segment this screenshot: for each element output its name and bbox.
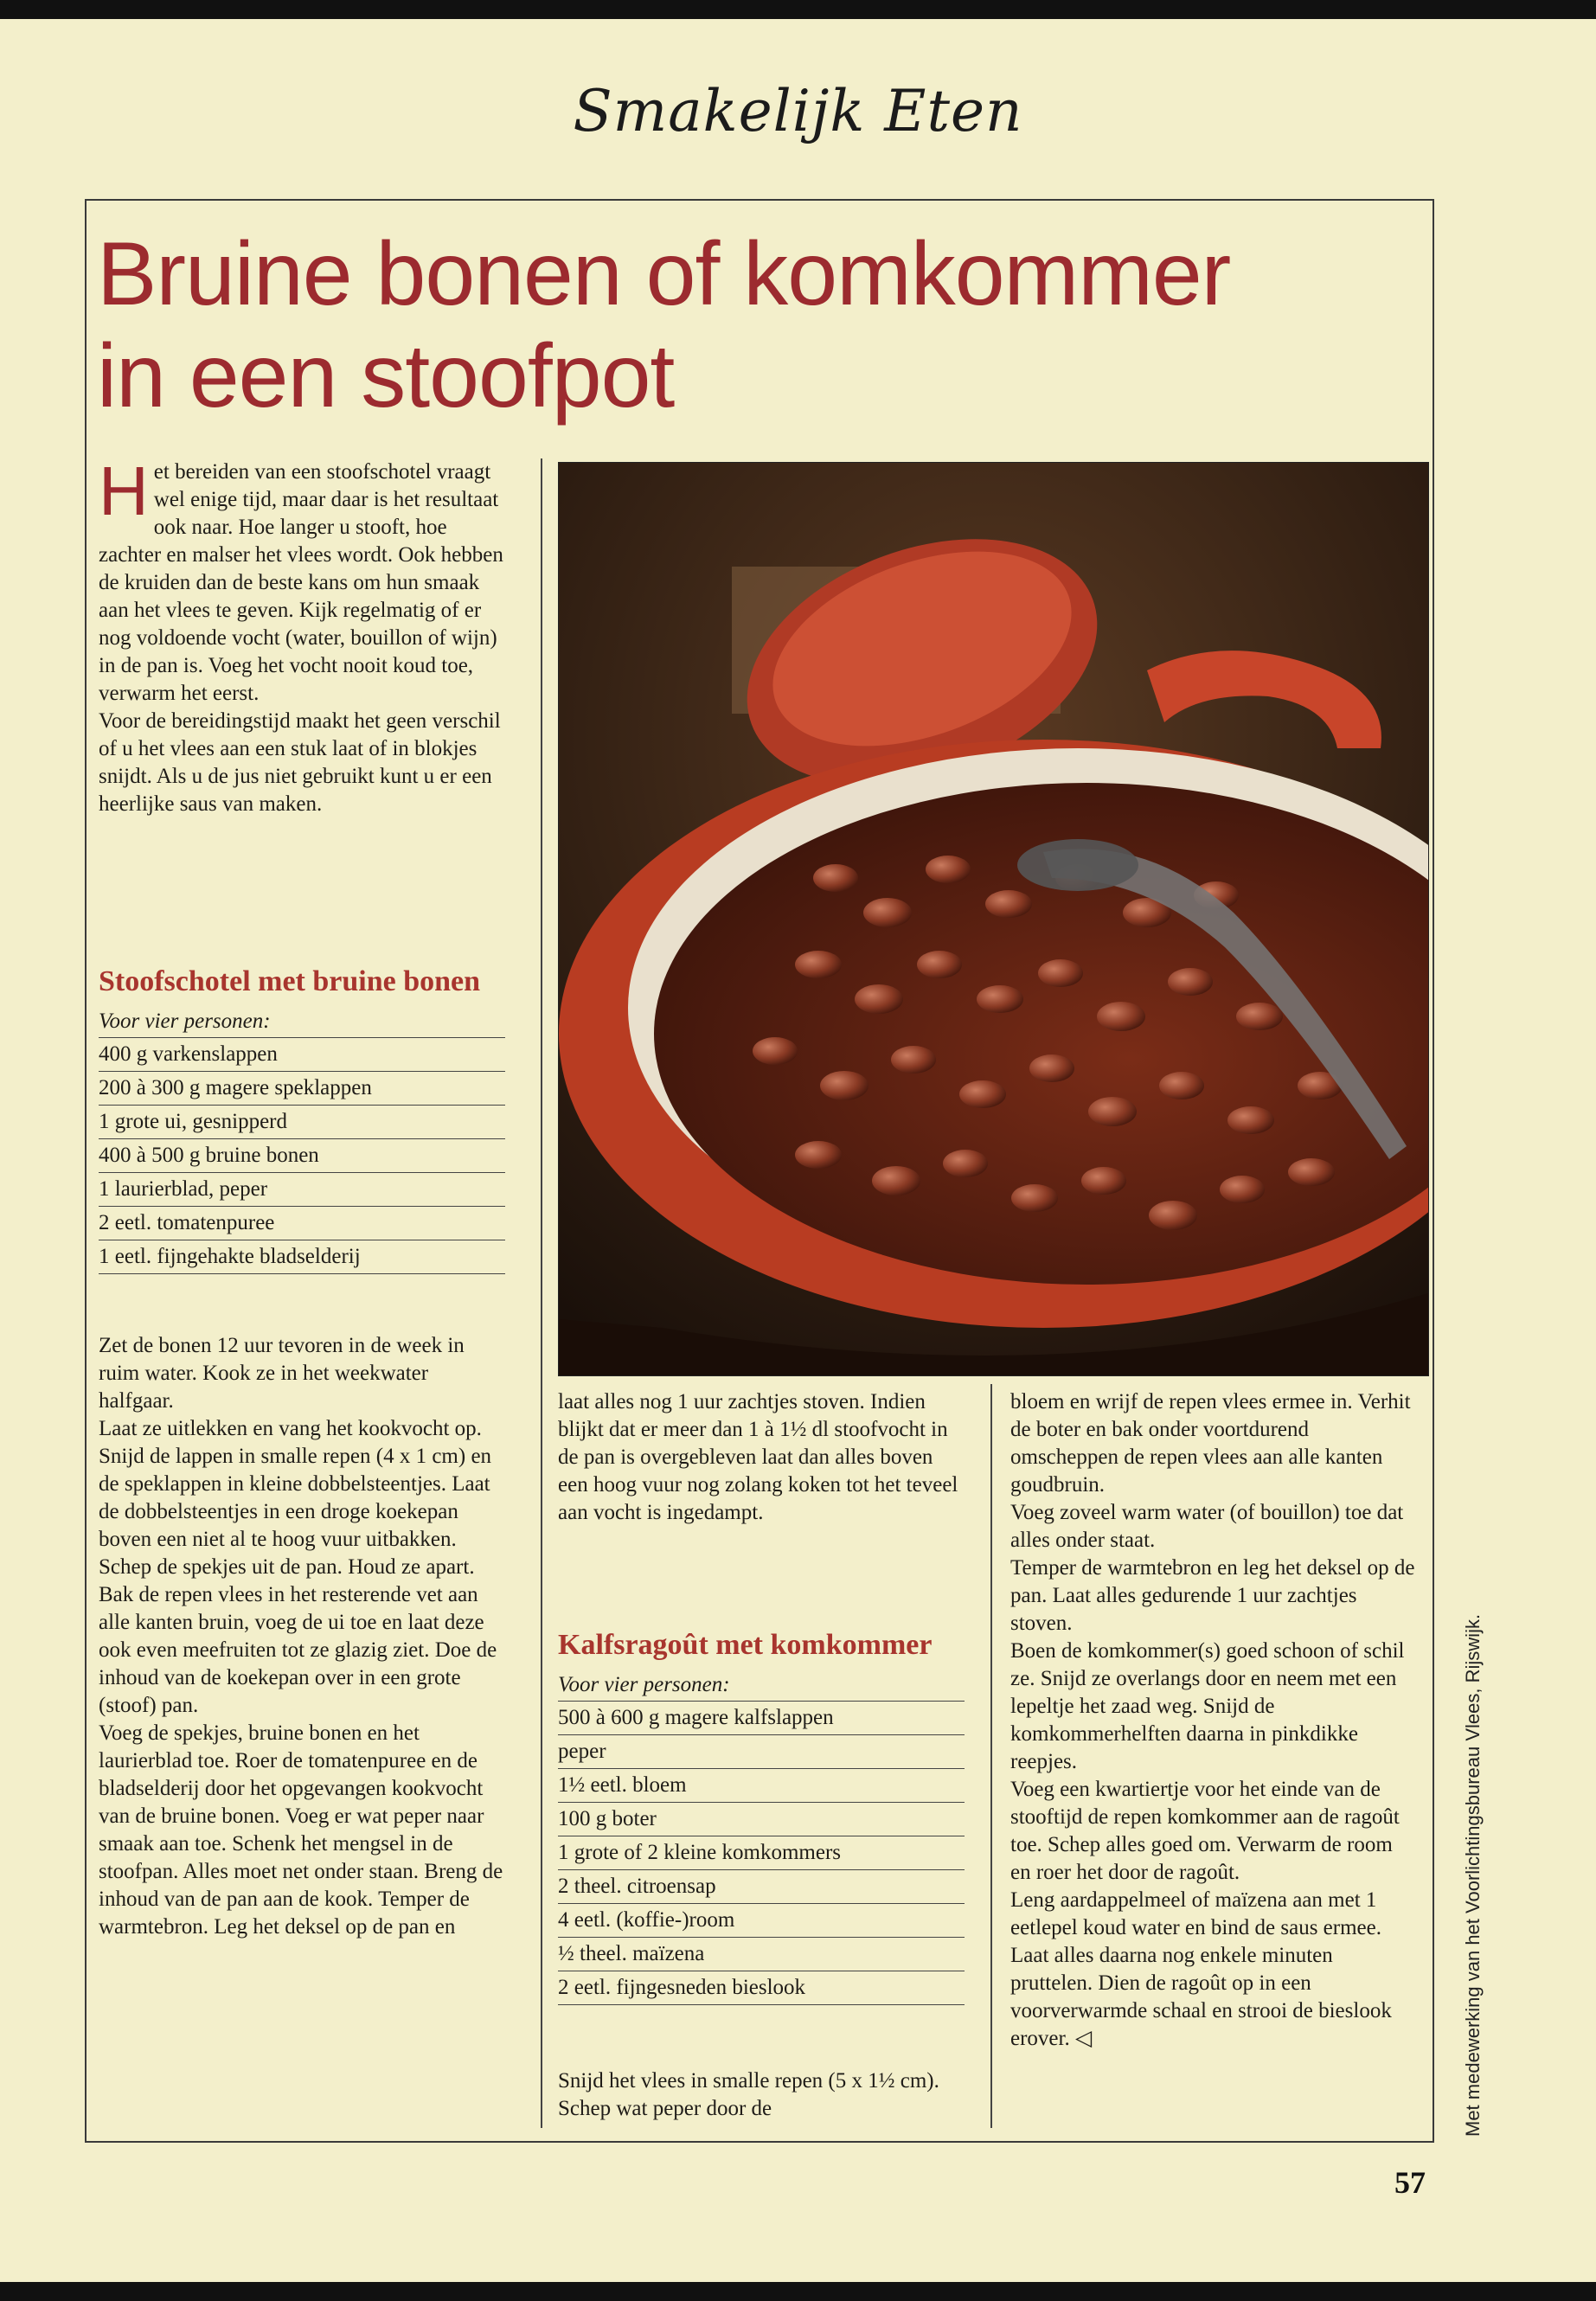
ingredient-item: peper [558, 1735, 965, 1769]
ingredient-item: 2 eetl. tomatenpuree [99, 1207, 505, 1240]
photo-credit: Met medewerking van het Voorlichtingsbureau Vlees, Rijswijk. [1462, 1613, 1484, 2137]
recipe-2-method [1010, 1388, 1417, 2053]
intro-paragraph-2: Voor de bereidingstijd maakt het geen verschil of u het vlees aan een stuk laat of in blokjes snijdt. Als u de jus niet gebruikt kunt u er een heerlijke saus van maken. [99, 709, 501, 816]
method-paragraph: laat alles nog 1 uur zachtjes stoven. Indien blijkt dat er meer dan 1 à 1½ dl stoofvocht in de pan is overgebleven laat dan alles boven een hoog vuur nog zolang koken tot het teveel aan vocht is ingedampt. [558, 1390, 958, 1524]
page-number: 57 [1394, 2165, 1426, 2200]
title-line-2: in een stoofpot [97, 326, 675, 426]
recipe-1-method [99, 1332, 505, 1941]
recipe-2-ingredients-block [558, 1628, 965, 2005]
recipe-2-ingredient-list [558, 1702, 965, 2005]
ingredient-item: 500 à 600 g magere kalfslappen [558, 1702, 965, 1735]
method-paragraph: Voeg de spekjes, bruine bonen en het laurierblad toe. Roer de tomatenpuree en de bladselderij door het opgevangen kookvocht van de bruine bonen. Voeg er wat peper naar smaak aan toe. Schenk het mengsel in de stoofpan. Alles moet net onder staan. Breng de inhoud van de pan aan de kook. Temper de warmtebron. Leg het deksel op de pan en [99, 1721, 503, 1939]
ingredient-item: 2 theel. citroensap [558, 1870, 965, 1904]
method-paragraph: Voeg zoveel warm water (of bouillon) toe dat alles onder staat. [1010, 1501, 1404, 1552]
method-paragraph: Leng aardappelmeel of maïzena aan met 1 eetlepel koud water en bind de saus ermee. [1010, 1888, 1381, 1939]
recipe-1-ingredients-block [99, 965, 505, 1274]
ingredient-item: 400 à 500 g bruine bonen [99, 1139, 505, 1173]
recipe-1-title: Stoofschotel met bruine bonen [99, 965, 481, 997]
ingredient-item: 2 eetl. fijngesneden bieslook [558, 1971, 965, 2005]
method-paragraph: Temper de warmtebron en leg het deksel op de pan. Laat alles gedurende 1 uur zachtjes stoven. [1010, 1556, 1415, 1635]
section-header: Smakelijk Eten [573, 78, 1023, 144]
column-divider [541, 458, 542, 2128]
ingredient-item: 1 grote of 2 kleine komkommers [558, 1836, 965, 1870]
stew-illustration [559, 463, 1428, 1375]
ingredient-item: 4 eetl. (koffie-)room [558, 1904, 965, 1938]
ingredient-item: 100 g boter [558, 1803, 965, 1836]
ingredient-item: 400 g varkenslappen [99, 1038, 505, 1072]
ingredient-item: 1 grote ui, gesnipperd [99, 1106, 505, 1139]
method-paragraph: bloem en wrijf de repen vlees ermee in. Verhit de boter en bak onder voortdurend omscheppen de repen vlees aan alle kanten goudbruin. [1010, 1390, 1411, 1497]
intro-paragraph-1 [99, 452, 505, 708]
ingredient-item: 1 laurierblad, peper [99, 1173, 505, 1207]
method-paragraph: Voeg een kwartiertje voor het einde van de stooftijd de repen komkommer aan de ragoût toe. Schep alles goed om. Verwarm de room en roer het door de ragoût. [1010, 1778, 1400, 1884]
article-title [97, 223, 1377, 427]
recipe-1-method-continued [558, 1388, 965, 1527]
ingredient-item: 1½ eetl. bloem [558, 1769, 965, 1803]
bottom-edge [0, 2282, 1596, 2301]
ingredient-item: 200 à 300 g magere speklappen [99, 1072, 505, 1106]
method-paragraph: Boen de komkommer(s) goed schoon of schil ze. Snijd ze overlangs door en neem met een lepeltje het zaad weg. Snijd de komkommerhelften daarna in pinkdikke reepjes. [1010, 1639, 1405, 1773]
title-line-1: Bruine bonen of komkommer [97, 224, 1231, 324]
top-edge [0, 0, 1596, 19]
ingredient-item: 1 eetl. fijngehakte bladselderij [99, 1240, 505, 1274]
drop-cap: H [99, 452, 149, 529]
method-paragraph: Bak de repen vlees in het resterende vet aan alle kanten bruin, voeg de ui toe en laat deze ook even meefruiten tot ze glazig ziet. Doe de inhoud van de koekepan over in een grote (stoof) pan. [99, 1583, 497, 1717]
recipe-1-ingredient-list [99, 1038, 505, 1274]
intro-p1-text: et bereiden van een stoofschotel vraagt wel enige tijd, maar daar is het resultaat ook naar. Hoe langer u stooft, hoe zachter en malser het vlees wordt. Ook hebben de kruiden dan de beste kans om hun smaak aan het vlees te geven. Kijk regelmatig of er nog voldoende vocht (water, bouillon of wijn) in de pan is. Voeg het vocht nooit koud toe, verwarm het eerst. [99, 460, 503, 705]
method-paragraph: Zet de bonen 12 uur tevoren in de week in ruim water. Kook ze in het weekwater halfgaar. [99, 1334, 465, 1413]
stew-photo [558, 462, 1429, 1376]
method-paragraph: Snijd het vlees in smalle repen (5 x 1½ cm). Schep wat peper door de [558, 2069, 939, 2120]
method-paragraph: Laat alles daarna nog enkele minuten pruttelen. Dien de ragoût op in een voorverwarmde schaal en strooi de bieslook erover. ◁ [1010, 1944, 1392, 2050]
method-paragraph: Laat ze uitlekken en vang het kookvocht op. [99, 1417, 482, 1440]
recipe-2-title: Kalfsragoût met komkommer [558, 1629, 933, 1661]
recipe-1-servings: Voor vier personen: [99, 1008, 505, 1038]
column-divider [990, 1384, 992, 2128]
recipe-2-method-start [558, 2067, 965, 2123]
method-paragraph: Snijd de lappen in smalle repen (4 x 1 cm) en de speklappen in kleine dobbelsteentjes. Laat de dobbelsteentjes in een droge koekepan boven een niet al te hoog vuur uitbakken. Schep de spekjes uit de pan. Houd ze apart. [99, 1445, 492, 1579]
intro-text [99, 452, 505, 818]
recipe-2-servings: Voor vier personen: [558, 1671, 965, 1702]
ingredient-item: ½ theel. maïzena [558, 1938, 965, 1971]
